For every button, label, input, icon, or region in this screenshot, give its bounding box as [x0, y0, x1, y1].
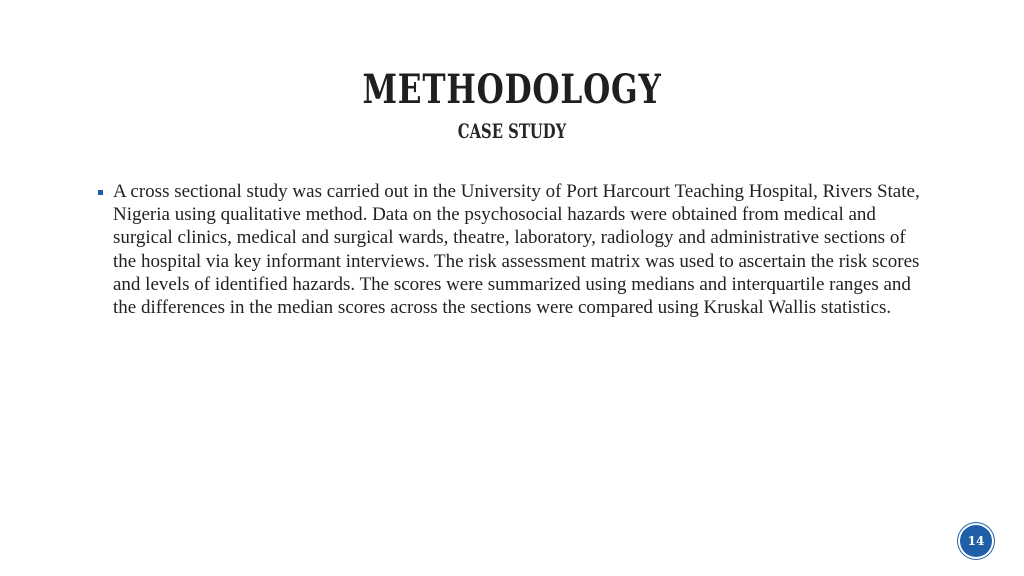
- bullet-text: A cross sectional study was carried out in the University of Port Harcourt Teaching Hospital, Rivers State, Nigeria using qualitative method. Data on the psychosocial hazards were obtained from medical and surgical clinics, medical and surgical wards, theatre, laboratory, radiology and administrative sections of the hospital via key informant interviews. The risk assessment matrix was used to ascertain the risk scores and levels of identified hazards. The scores were summarized using medians and interquartile ranges and the differences in the median scores across the sections were compared using Kruskal Wallis statistics.: [113, 181, 920, 319]
- slide-body: [98, 180, 932, 319]
- bullet-item: [98, 180, 932, 319]
- square-bullet-icon: [98, 190, 103, 195]
- slide-subtitle: CASE STUDY: [457, 119, 567, 143]
- page-number-badge: [958, 523, 994, 559]
- slide-title: METHODOLOGY: [362, 66, 662, 113]
- page-number: 14: [967, 534, 985, 548]
- title-block: [0, 64, 1024, 144]
